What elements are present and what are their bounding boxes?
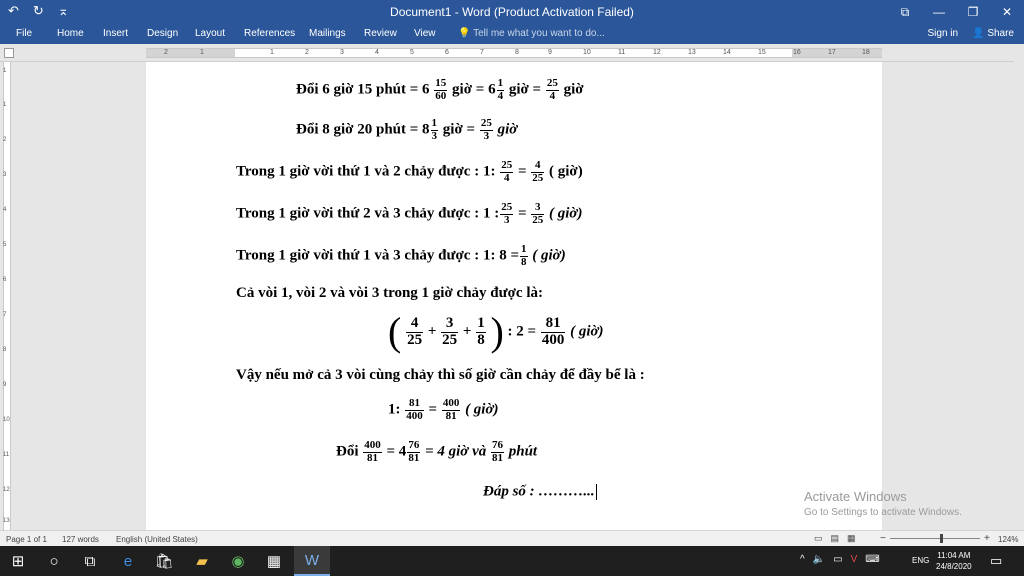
ruler-number: 10 [583, 49, 591, 56]
doc-line-10[interactable]: Đổi $\frac{400}{81}$ = 4 $\frac{76}{81}$ = 4 giờ và $\frac{76}{81}$ phút [336, 439, 538, 464]
ruler-number: 1 [200, 49, 204, 56]
doc-line-5[interactable]: Trong 1 giờ vời thứ 1 và 3 chảy được : 1: 8 = $\frac{1}{8}$ ( giờ) [236, 243, 566, 268]
chevron-up-icon[interactable]: ^ [800, 554, 805, 565]
task-view-icon[interactable]: ⧉ [84, 552, 96, 570]
status-bar [0, 530, 1024, 546]
ruler-number: 2 [305, 49, 309, 56]
doc-line-9[interactable]: 1: $\frac{81}{400}$ = $\frac{400}{81}$ ( giờ) [388, 397, 499, 422]
ruler-number: 5 [410, 49, 414, 56]
ruler-number: 4 [3, 207, 7, 213]
tab-review[interactable]: Review [364, 28, 397, 39]
tell-me-text: Tell me what you want to do... [473, 28, 605, 39]
ruler-number: 9 [3, 382, 7, 388]
ruler-number: 9 [548, 49, 552, 56]
doc-line-4[interactable]: Trong 1 giờ vời thứ 2 và 3 chảy được : 1 : $\frac{25}{3}$ = $\frac{3}{25}$ ( giờ) [236, 201, 583, 226]
ruler-number: 10 [3, 417, 10, 423]
ruler-number: 8 [3, 347, 7, 353]
notification-icon[interactable]: ▭ [990, 553, 1003, 568]
share-label: Share [987, 28, 1014, 39]
vpn-icon[interactable]: V [850, 554, 858, 565]
tab-references[interactable]: References [244, 28, 296, 39]
app-icon[interactable]: ◉ [231, 553, 245, 570]
tell-me-search[interactable] [458, 28, 605, 39]
ruler-number: 8 [515, 49, 519, 56]
vertical-ruler-track [3, 62, 11, 530]
ruler-left-margin [146, 49, 235, 57]
doc-line-6[interactable]: Cả vòi 1, vòi 2 và vòi 3 trong 1 giờ chảy được là: [236, 285, 544, 301]
ruler-number: 16 [793, 49, 801, 56]
text-cursor [596, 484, 597, 500]
close-button[interactable]: ✕ [1001, 5, 1013, 19]
window-controls [888, 0, 1024, 24]
word-count[interactable]: 127 words [62, 535, 99, 544]
tab-design[interactable]: Design [147, 28, 179, 39]
person-icon: 👤 [972, 28, 988, 39]
tab-home[interactable]: Home [57, 28, 84, 39]
ruler-number: 13 [688, 49, 696, 56]
ruler-number: 5 [3, 242, 7, 248]
doc-line-7-equation[interactable]: ( $\frac{4}{25}$ + $\frac{3}{25}$ + $\frac{1}{8}$ ) : 2 = $\frac{81}{400}$ ( giờ) [388, 309, 604, 354]
zoom-in-button[interactable]: + [984, 533, 990, 544]
tab-file[interactable]: File [16, 28, 33, 39]
zoom-slider[interactable] [890, 538, 980, 539]
ruler-number: 1 [3, 68, 7, 74]
watermark-subtitle: Go to Settings to activate Windows. [804, 507, 962, 518]
ruler-number: 12 [653, 49, 661, 56]
ruler-number: 18 [862, 49, 870, 56]
ruler-number: 4 [375, 49, 379, 56]
store-icon[interactable]: 🛍 [154, 553, 174, 570]
calculator-icon[interactable]: ▦ [266, 553, 282, 570]
ruler-track [146, 48, 882, 58]
ruler-number: 3 [340, 49, 344, 56]
keyboard-icon[interactable]: ⌨ [865, 554, 880, 565]
ruler-number: 17 [828, 49, 836, 56]
clock-date: 24/8/2020 [936, 562, 972, 572]
ruler-number: 2 [3, 137, 7, 143]
windows-start-icon[interactable]: ⊞ [11, 553, 25, 570]
customize-qat-icon[interactable]: ⌅ [57, 3, 69, 18]
taskbar [0, 546, 1024, 576]
undo-icon[interactable]: ↶ [8, 3, 19, 18]
ruler-number: 1 [3, 102, 7, 108]
zoom-slider-thumb[interactable] [940, 534, 943, 543]
ruler-number: 11 [618, 49, 626, 56]
ruler-number: 13 [3, 518, 10, 524]
ruler-number: 14 [723, 49, 731, 56]
page-count[interactable]: Page 1 of 1 [6, 535, 47, 544]
system-tray [800, 554, 880, 565]
ruler-number: 6 [3, 277, 7, 283]
clock[interactable] [936, 550, 972, 572]
doc-line-3[interactable]: Trong 1 giờ vời thứ 1 và 2 chảy được : 1: $\frac{25}{4}$ = $\frac{4}{25}$ ( giờ) [236, 159, 583, 184]
word-app-icon[interactable]: W [294, 546, 330, 576]
tab-view[interactable]: View [414, 28, 436, 39]
ribbon-tabs [0, 24, 1024, 44]
doc-line-1[interactable]: Đổi 6 giờ 15 phút = 6 $\frac{15}{60}$ giờ = 6 $\frac{1}{4}$ giờ = $\frac{25}{4}$ giờ [296, 77, 584, 102]
clock-time: 11:04 AM [937, 551, 971, 560]
title-bar [0, 0, 1024, 24]
input-language[interactable]: ENG [912, 556, 930, 565]
print-layout-icon[interactable]: ▤ [830, 533, 840, 543]
tab-mailings[interactable]: Mailings [309, 28, 346, 39]
ruler-number: 1 [270, 49, 274, 56]
zoom-level[interactable]: 124% [998, 535, 1019, 544]
share-button[interactable] [972, 28, 1014, 39]
doc-line-2[interactable]: Đổi 8 giờ 20 phút = 8 $\frac{1}{3}$ giờ = $\frac{25}{3}$ giờ [296, 117, 518, 142]
vertical-scrollbar[interactable] [1014, 44, 1024, 530]
speaker-icon[interactable]: 🔈 [812, 554, 826, 565]
language-indicator[interactable]: English (United States) [116, 535, 198, 544]
ruler-number: 7 [3, 312, 7, 318]
ruler-number: 6 [445, 49, 449, 56]
view-buttons [814, 533, 856, 544]
tab-layout[interactable]: Layout [195, 28, 226, 39]
ruler-number: 15 [758, 49, 766, 56]
edge-browser-icon[interactable]: e [123, 552, 133, 570]
minimize-button[interactable]: — [933, 5, 945, 19]
vertical-ruler[interactable] [0, 62, 14, 530]
zoom-out-button[interactable]: − [880, 533, 886, 544]
read-mode-icon[interactable]: ▭ [814, 533, 823, 543]
battery-icon[interactable]: ▭ [833, 554, 843, 565]
file-explorer-icon[interactable]: ▰ [196, 553, 208, 570]
ruler-number: 2 [164, 49, 168, 56]
ruler-number: 3 [3, 172, 7, 178]
ruler-number: 11 [3, 452, 10, 458]
document-page[interactable] [146, 62, 882, 530]
ribbon-account [928, 28, 1015, 39]
search-icon[interactable]: ○ [49, 552, 59, 570]
ribbon-display-options-icon[interactable]: ⧉ [900, 4, 910, 19]
lightbulb-icon: 💡 [458, 28, 474, 39]
window-title: Document1 - Word (Product Activation Failed) [390, 5, 634, 19]
watermark-title: Activate Windows [804, 489, 907, 504]
tab-selector[interactable] [4, 48, 14, 58]
sign-in-link[interactable]: Sign in [927, 28, 959, 39]
horizontal-ruler[interactable] [0, 44, 1024, 62]
ruler-number: 7 [480, 49, 484, 56]
redo-icon[interactable]: ↻ [32, 3, 44, 18]
tab-insert[interactable]: Insert [103, 28, 129, 39]
doc-line-11-answer[interactable]: Đáp số : ………... [483, 483, 595, 500]
ruler-number: 12 [3, 487, 10, 493]
web-layout-icon[interactable]: ▦ [847, 533, 856, 543]
activate-windows-watermark [804, 489, 962, 518]
restore-button[interactable]: ❐ [967, 5, 979, 19]
doc-line-8[interactable]: Vậy nếu mở cả 3 vòi cùng chảy thì số giờ cần chảy để đầy bể là : [236, 367, 645, 383]
